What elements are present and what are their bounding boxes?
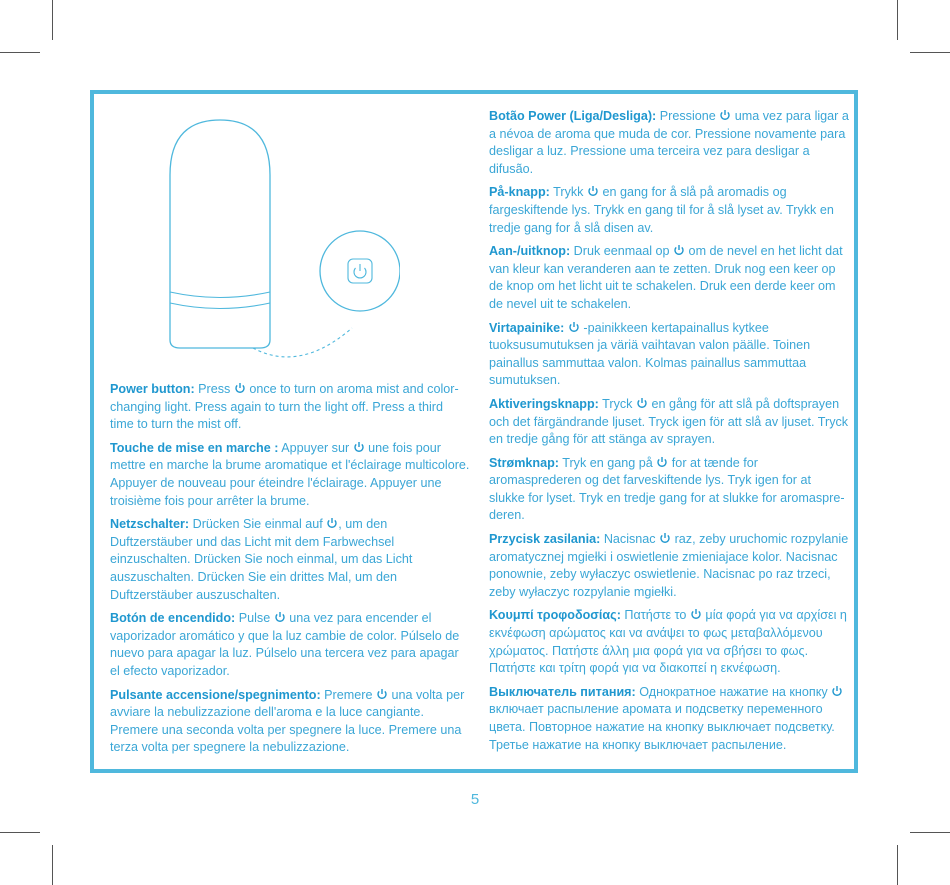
right-column: [489, 108, 849, 760]
crop-mark: [910, 832, 950, 833]
instruction-no: [489, 184, 849, 237]
instruction-it: [110, 687, 470, 757]
power-icon: [636, 397, 648, 409]
diffuser-illustration: [160, 115, 400, 375]
left-column: [110, 381, 470, 763]
instruction-heading: Virtapainike:: [489, 320, 565, 335]
instruction-de: [110, 516, 470, 604]
instruction-text: Πατήστε το: [624, 608, 690, 623]
instruction-heading: Strømknap:: [489, 455, 559, 470]
instruction-text: for at tænde for aromasprederen og det farveskiftende lys. Tryk igen for at slukke for lyset. Tryk en tredje gang for at slukke for aromasprederen.: [489, 455, 845, 523]
instruction-text: Drücken Sie einmal auf: [192, 517, 327, 532]
instruction-text: , um den Duftzerstäuber und das Licht mit dem Farbwechsel einzuschalten. Drücken Sie noch einmal, um das Licht auszuschalten. Drücken Sie ein drittes Mal, um den Duftzerstäuber auszuschalten.: [110, 517, 413, 602]
power-icon: [831, 685, 843, 697]
instruction-fi: [489, 320, 849, 390]
instruction-text: une fois pour mettre en marche la brume aromatique et l'éclairage multicolore. Appuyer de nouveau pour éteindre l'éclairage. Appuyer une troisième fois pour arrêter la brume.: [110, 440, 470, 508]
crop-mark: [52, 0, 53, 40]
instruction-ru: [489, 684, 849, 754]
instruction-heading: Power button:: [110, 382, 195, 396]
power-icon: [274, 611, 286, 623]
instruction-heading: Netzschalter:: [110, 517, 190, 532]
instruction-text: μία φορά για να αρχίσει η εκνέφωση αρώματος και να ανάψει το φως μεταβαλλόμενου χρώματος. Πατήστε άλλη μια φορά για να σβήσει το φως. Πατήστε και τρίτη φορά για να διακοπεί η εκνέφωση.: [489, 608, 847, 676]
instruction-heading: Aan-/uitknop:: [489, 244, 571, 259]
instruction-sv: [489, 396, 849, 449]
power-icon: [568, 321, 580, 333]
instruction-text: once to turn on aroma mist and color-changing light. Press again to turn the light off. Press a third time to turn the mist off.: [110, 382, 459, 432]
instruction-heading: Botón de encendido:: [110, 611, 236, 626]
instruction-heading: Przycisk zasilania:: [489, 532, 601, 547]
instruction-text: Pulse: [238, 611, 274, 626]
instruction-nl: [489, 243, 849, 313]
power-icon: [719, 109, 731, 121]
instruction-heading: Κουμπί τροφοδοσίας:: [489, 608, 621, 623]
power-icon: [587, 185, 599, 197]
page-number: 5: [470, 791, 480, 808]
instruction-text: Premere: [324, 687, 376, 702]
instruction-text: Tryk en gang på: [562, 455, 657, 470]
instruction-text: en gang for å slå på aromadis og fargeskiftende lys. Trykk en gang til for å slå lyset av. Trykk en tredje gang for å slå disen av.: [489, 185, 834, 235]
instruction-text: Nacisnac: [603, 532, 660, 547]
instruction-heading: Pulsante accensione/spegnimento:: [110, 687, 321, 702]
instruction-heading: Aktiveringsknapp:: [489, 396, 599, 411]
instruction-text: Pressione: [659, 109, 720, 123]
instruction-text: uma vez para ligar a a névoa de aroma que muda de cor. Pressione novamente para desligar a luz. Pressione uma terceira vez para desligar a difusão.: [489, 109, 849, 176]
instruction-da: [489, 455, 849, 525]
instruction-text: -painikkeen kertapainallus kytkee tuoksusumutuksen ja väriä vaihtavan valon päälle. Toinen painallus sammuttaa valon. Kolmas painallus sammuttaa sumutuksen.: [489, 320, 811, 388]
instruction-text: una vez para encender el vaporizador aromático y que la luz cambie de color. Púlselo de nuevo para apagar la luz. Púlselo una tercera vez para apagar el efecto vaporizador.: [110, 611, 460, 678]
diffuser-icon: [160, 115, 400, 375]
power-icon: [326, 517, 338, 529]
crop-mark: [0, 832, 40, 833]
power-icon: [234, 382, 246, 394]
instruction-text: Press: [198, 382, 234, 396]
instruction-text: включает распыление аромата и подсветку переменного цвета. Повторное нажатие на кнопку выключает подсветку. Третье нажатие на кнопку выключает распыление.: [489, 702, 835, 752]
power-icon: [673, 244, 685, 256]
power-icon: [353, 441, 365, 453]
power-icon: [659, 532, 671, 544]
instruction-text: Однократное нажатие на кнопку: [639, 684, 832, 699]
instruction-el: [489, 607, 849, 677]
power-icon: [656, 456, 668, 468]
instruction-pl: [489, 531, 849, 601]
power-icon: [376, 688, 388, 700]
instruction-heading: På-knapp:: [489, 185, 550, 200]
crop-mark: [52, 845, 53, 885]
instruction-pt: [489, 108, 849, 178]
instruction-text: en gång för att slå på doftsprayen och det färgändrande ljuset. Tryck igen för att slå av ljuset. Tryck en tredje gång för att stänga av sprayen.: [489, 396, 849, 447]
instruction-heading: Touche de mise en marche :: [110, 440, 279, 455]
instruction-text: Appuyer sur: [281, 440, 353, 455]
crop-mark: [897, 0, 898, 40]
instruction-text: om de nevel en het licht dat van kleur kan veranderen aan te zetten. Druk nog een keer op de knop om het licht uit te schakelen. Druk een derde keer om de nevel uit te schakelen.: [489, 244, 843, 311]
instruction-text: Tryck: [602, 396, 636, 411]
instruction-en: [110, 381, 470, 434]
power-icon: [690, 608, 702, 620]
instruction-heading: Выключатель питания:: [489, 684, 636, 699]
crop-mark: [897, 845, 898, 885]
instruction-text: Trykk: [553, 185, 587, 200]
instruction-heading: Botão Power (Liga/Desliga):: [489, 109, 657, 123]
instruction-es: [110, 610, 470, 680]
instruction-text: raz, zeby uruchomic rozpylanie aromatycznej mgiełki i oswietlenie zmieniajace kolor. Nacisnac ponownie, zeby wyłaczyc oswietlenie. Nacisnac po raz trzeci, zeby wyłaczyc rozpylanie mgiełki.: [489, 532, 849, 599]
crop-mark: [0, 52, 40, 53]
instruction-fr: [110, 440, 470, 510]
instruction-text: Druk eenmaal op: [573, 244, 674, 259]
instruction-text: una volta per avviare la nebulizzazione dell'aroma e la luce cangiante. Premere una seconda volta per spegnere la luce. Premere una terza volta per spegnere la nebulizzazione.: [110, 687, 465, 755]
crop-mark: [910, 52, 950, 53]
